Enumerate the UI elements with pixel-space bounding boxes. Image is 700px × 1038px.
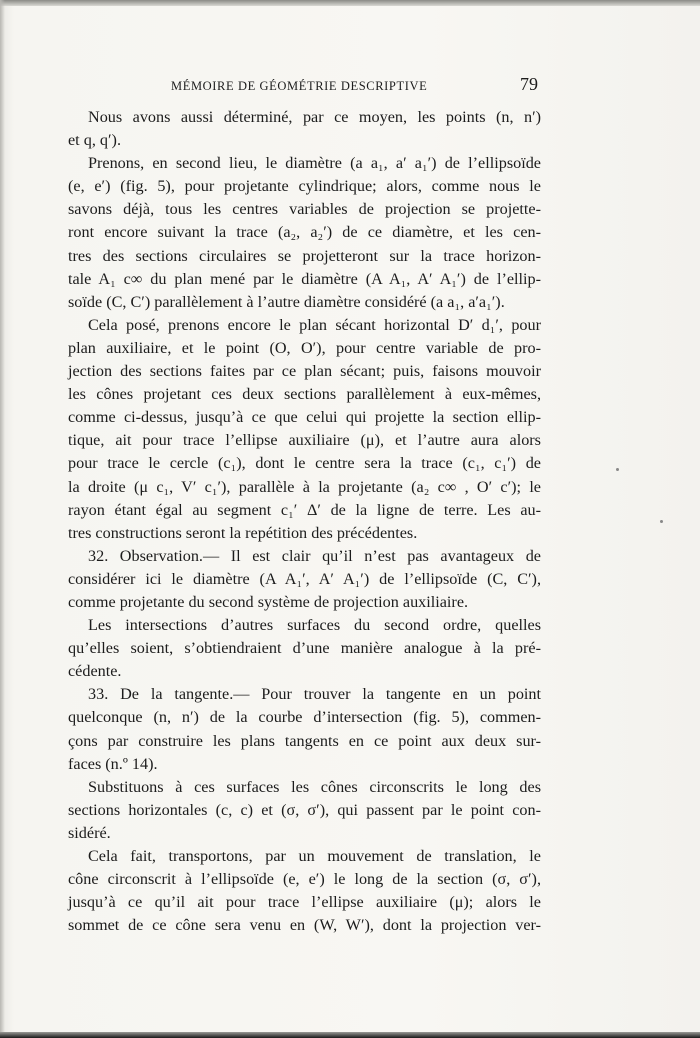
text-line: Substituons à ces surfaces les cônes circonscrits le long des: [88, 777, 541, 796]
text-line: Cela posé, prenons encore le plan sécant horizontal D′ d₁′, pour: [88, 315, 541, 334]
text-line: 32. Observation.— Il est clair qu’il n’est pas avantageux de: [88, 546, 541, 565]
text-line: faces (n.º 14).: [68, 754, 158, 773]
text-line: considérer ici le diamètre (A A₁′, A′ A₁′) de l’ellipsoïde (C, C′),: [68, 569, 541, 588]
margin-speck: [660, 520, 663, 523]
body-text: [68, 106, 541, 937]
text-line: plan auxiliaire, et le point (O, O′), pour centre variable de pro-: [68, 338, 541, 357]
running-title: MÉMOIRE DE GÉOMÉTRIE DESCRIPTIVE: [171, 79, 428, 93]
text-line: jection des sections faites par ce plan sécant; puis, faisons mouvoir: [68, 362, 541, 381]
text-line: (e, e′) (fig. 5), pour projetante cylindrique; alors, comme nous le: [68, 177, 541, 196]
page-top-edge: [0, 0, 700, 6]
text-line: çons par construire les plans tangents en ce point aux deux sur-: [68, 731, 541, 750]
text-line: qu’elles soient, s’obtiendraient d’une manière analogue à la pré-: [68, 639, 541, 658]
text-line: cône circonscrit à l’ellipsoïde (e, e′) le long de la section (σ, σ′),: [68, 870, 541, 889]
text-line: la droite (μ c₁, V′ c₁′), parallèle à la projetante (a₂ c∞ , O′ c′); le: [68, 477, 541, 496]
text-line: et q, q′).: [68, 131, 121, 150]
text-line: tres constructions seront la repétition des précédentes.: [68, 523, 418, 542]
text-line: quelconque (n, n′) de la courbe d’intersection (fig. 5), commen-: [68, 708, 541, 727]
text-line: pour trace le cercle (c₁), dont le centre sera la trace (c₁, c₁′) de: [68, 454, 541, 473]
text-line: Les intersections d’autres surfaces du second ordre, quelles: [88, 616, 541, 635]
text-line: ront encore suivant la trace (a₂, a₂′) de ce diamètre, et les cen-: [68, 223, 541, 242]
text-line: 33. De la tangente.— Pour trouver la tangente en un point: [88, 685, 541, 704]
margin-speck: [616, 468, 619, 471]
text-line: sidéré.: [68, 823, 111, 842]
page-number: 79: [520, 74, 538, 94]
text-line: sections horizontales (c, c) et (σ, σ′), qui passent par le point con-: [68, 800, 541, 819]
text-line: savons déjà, tous les centres variables de projection se projette-: [68, 200, 541, 219]
page-left-shadow: [0, 0, 5, 1038]
text-line: rayon étant égal au segment c₁′ Δ′ de la ligne de terre. Les au-: [68, 500, 541, 519]
text-line: Cela fait, transportons, par un mouvement de translation, le: [88, 847, 541, 865]
text-line: Nous avons aussi déterminé, par ce moyen, les points (n, n′): [88, 108, 541, 126]
text-line: cédente.: [68, 662, 122, 681]
text-line: comme ci-dessus, jusqu’à ce que celui qui projette la section ellip-: [68, 408, 541, 427]
text-line: jusqu’à ce qu’il ait pour trace l’ellipse auxiliaire (μ); alors le: [68, 893, 541, 912]
page-header: [0, 74, 700, 97]
text-line: comme projetante du second système de projection auxiliaire.: [68, 592, 469, 611]
text-line: sommet de ce cône sera venu en (W, W′), dont la projection ver-: [68, 916, 541, 935]
text-line: soïde (C, C′) parallèlement à l’autre diamètre considéré (a a₁, a′a₁′).: [68, 292, 505, 311]
text-line: tique, ait pour trace l’ellipse auxiliaire (μ), et l’autre aura alors: [68, 431, 541, 450]
page-bottom-edge: [0, 1032, 700, 1038]
text-line: tres des sections circulaires se projetteront sur la trace horizon-: [68, 246, 541, 265]
text-line: tale A₁ c∞ du plan mené par le diamètre (A A₁, A′ A₁′) de l’ellip-: [68, 269, 541, 288]
text-line: les cônes projetant ces deux sections parallèlement à eux-mêmes,: [68, 385, 541, 404]
text-line: Prenons, en second lieu, le diamètre (a a₁, a′ a₁′) de l’ellipsoïde: [88, 154, 541, 173]
